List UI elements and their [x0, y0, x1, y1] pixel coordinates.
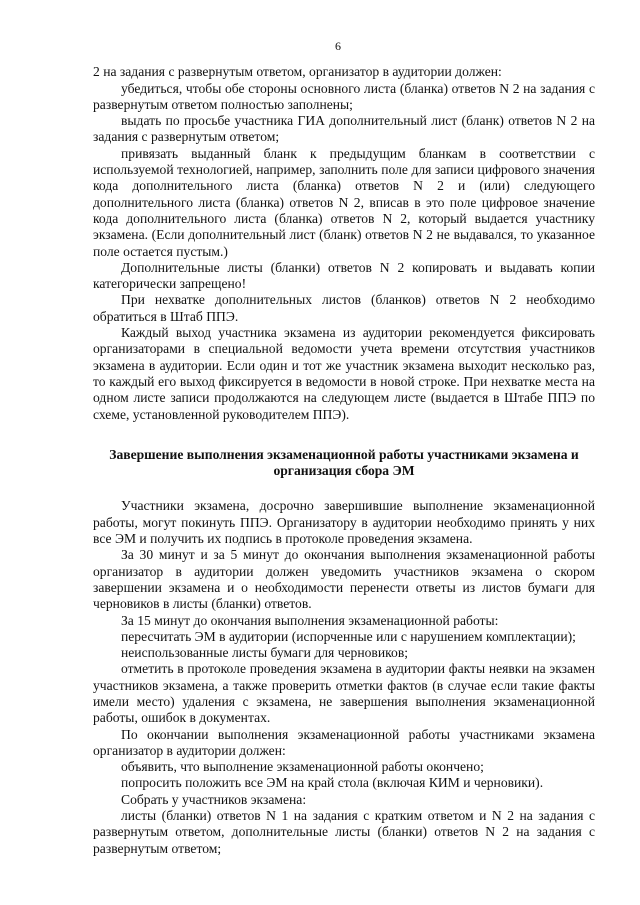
paragraph: листы (бланки) ответов N 1 на задания с кратким ответом и N 2 на задания с развернутым ответом, дополнительные листы (бланки) ответов N 2 на задания с развернутым ответом;	[93, 808, 595, 856]
paragraph: Дополнительные листы (бланки) ответов N 2 копировать и выдавать копии категорически запрещено!	[93, 259, 595, 292]
paragraph: пересчитать ЭМ в аудитории (испорченные или с нарушением комплектации);	[121, 628, 576, 644]
body-text-bottom	[93, 498, 595, 857]
body-text-top	[93, 64, 595, 423]
paragraph: Участники экзамена, досрочно завершившие выполнение экзаменационной работы, могут покинуть ППЭ. Организатору в аудитории необходимо принять у них все ЭМ и получить их подпись в протоколе проведения экзамена.	[93, 498, 595, 547]
paragraph: объявить, что выполнение экзаменационной работы окончено;	[121, 759, 484, 775]
page-number: 6	[335, 39, 341, 53]
paragraph: За 30 минут и за 5 минут до окончания выполнения экзаменационной работы организатор в аудитории должен уведомить участников экзамена о скором завершении экзамена и о необходимости перенести ответы из листов бумаги для черновиков в листы (бланки) ответов.	[93, 547, 595, 612]
document-page	[93, 38, 595, 857]
paragraph: попросить положить все ЭМ на край стола (включая КИМ и черновики).	[121, 775, 544, 791]
paragraph: Каждый выход участника экзамена из аудитории рекомендуется фиксировать организаторами в специальной ведомости учета времени отсутствия участников экзамена в аудитории. Если один и тот же участник экзамена выходит несколько раз, то каждый его выход фиксируется в ведомости в новой строке. При нехватке места на одном листе записи продолжаются на следующем листе (выдается в Штабе ППЭ по схеме, установленной руководителем ППЭ).	[93, 325, 595, 422]
paragraph: привязать выданный бланк к предыдущим бланкам в соответствии с используемой технологией, например, заполнить поле для записи цифрового значения кода дополнительного листа (бланка) ответов N 2 и (или) следующего дополнительного листа (бланка) ответов N 2, вписав в это поле цифровое значение кода дополнительного листа (бланка) ответов N 2, который выдается участнику экзамена. (Если дополнительный лист (бланк) ответов N 2 не выдавался, то указанное поле остается пустым.)	[93, 145, 595, 259]
paragraph: 2 на задания с развернутым ответом, организатор в аудитории должен:	[93, 64, 502, 80]
paragraph: По окончании выполнения экзаменационной работы участниками экзамена организатор в аудитории должен:	[93, 726, 595, 758]
paragraph: При нехватке дополнительных листов (бланков) ответов N 2 необходимо обратиться в Штаб ППЭ.	[93, 292, 595, 324]
paragraph: убедиться, чтобы обе стороны основного листа (бланка) ответов N 2 на задания с развернутым ответом полностью заполнены;	[93, 80, 595, 112]
paragraph: За 15 минут до окончания выполнения экзаменационной работы:	[121, 612, 499, 628]
section-heading: Завершение выполнения экзаменационной работы участниками экзамена и организация сбора ЭМ	[109, 446, 579, 479]
paragraph: отметить в протоколе проведения экзамена в аудитории факты неявки на экзамен участников экзамена, а также проверить отметки фактов (в случае если такие факты имели место) удаления с экзамена, не завершения выполнения экзаменационной работы, ошибок в документах.	[93, 661, 595, 726]
paragraph: выдать по просьбе участника ГИА дополнительный лист (бланк) ответов N 2 на задания с развернутым ответом;	[93, 113, 595, 145]
paragraph: неиспользованные листы бумаги для черновиков;	[121, 645, 409, 661]
paragraph: Собрать у участников экзамена:	[121, 791, 307, 807]
